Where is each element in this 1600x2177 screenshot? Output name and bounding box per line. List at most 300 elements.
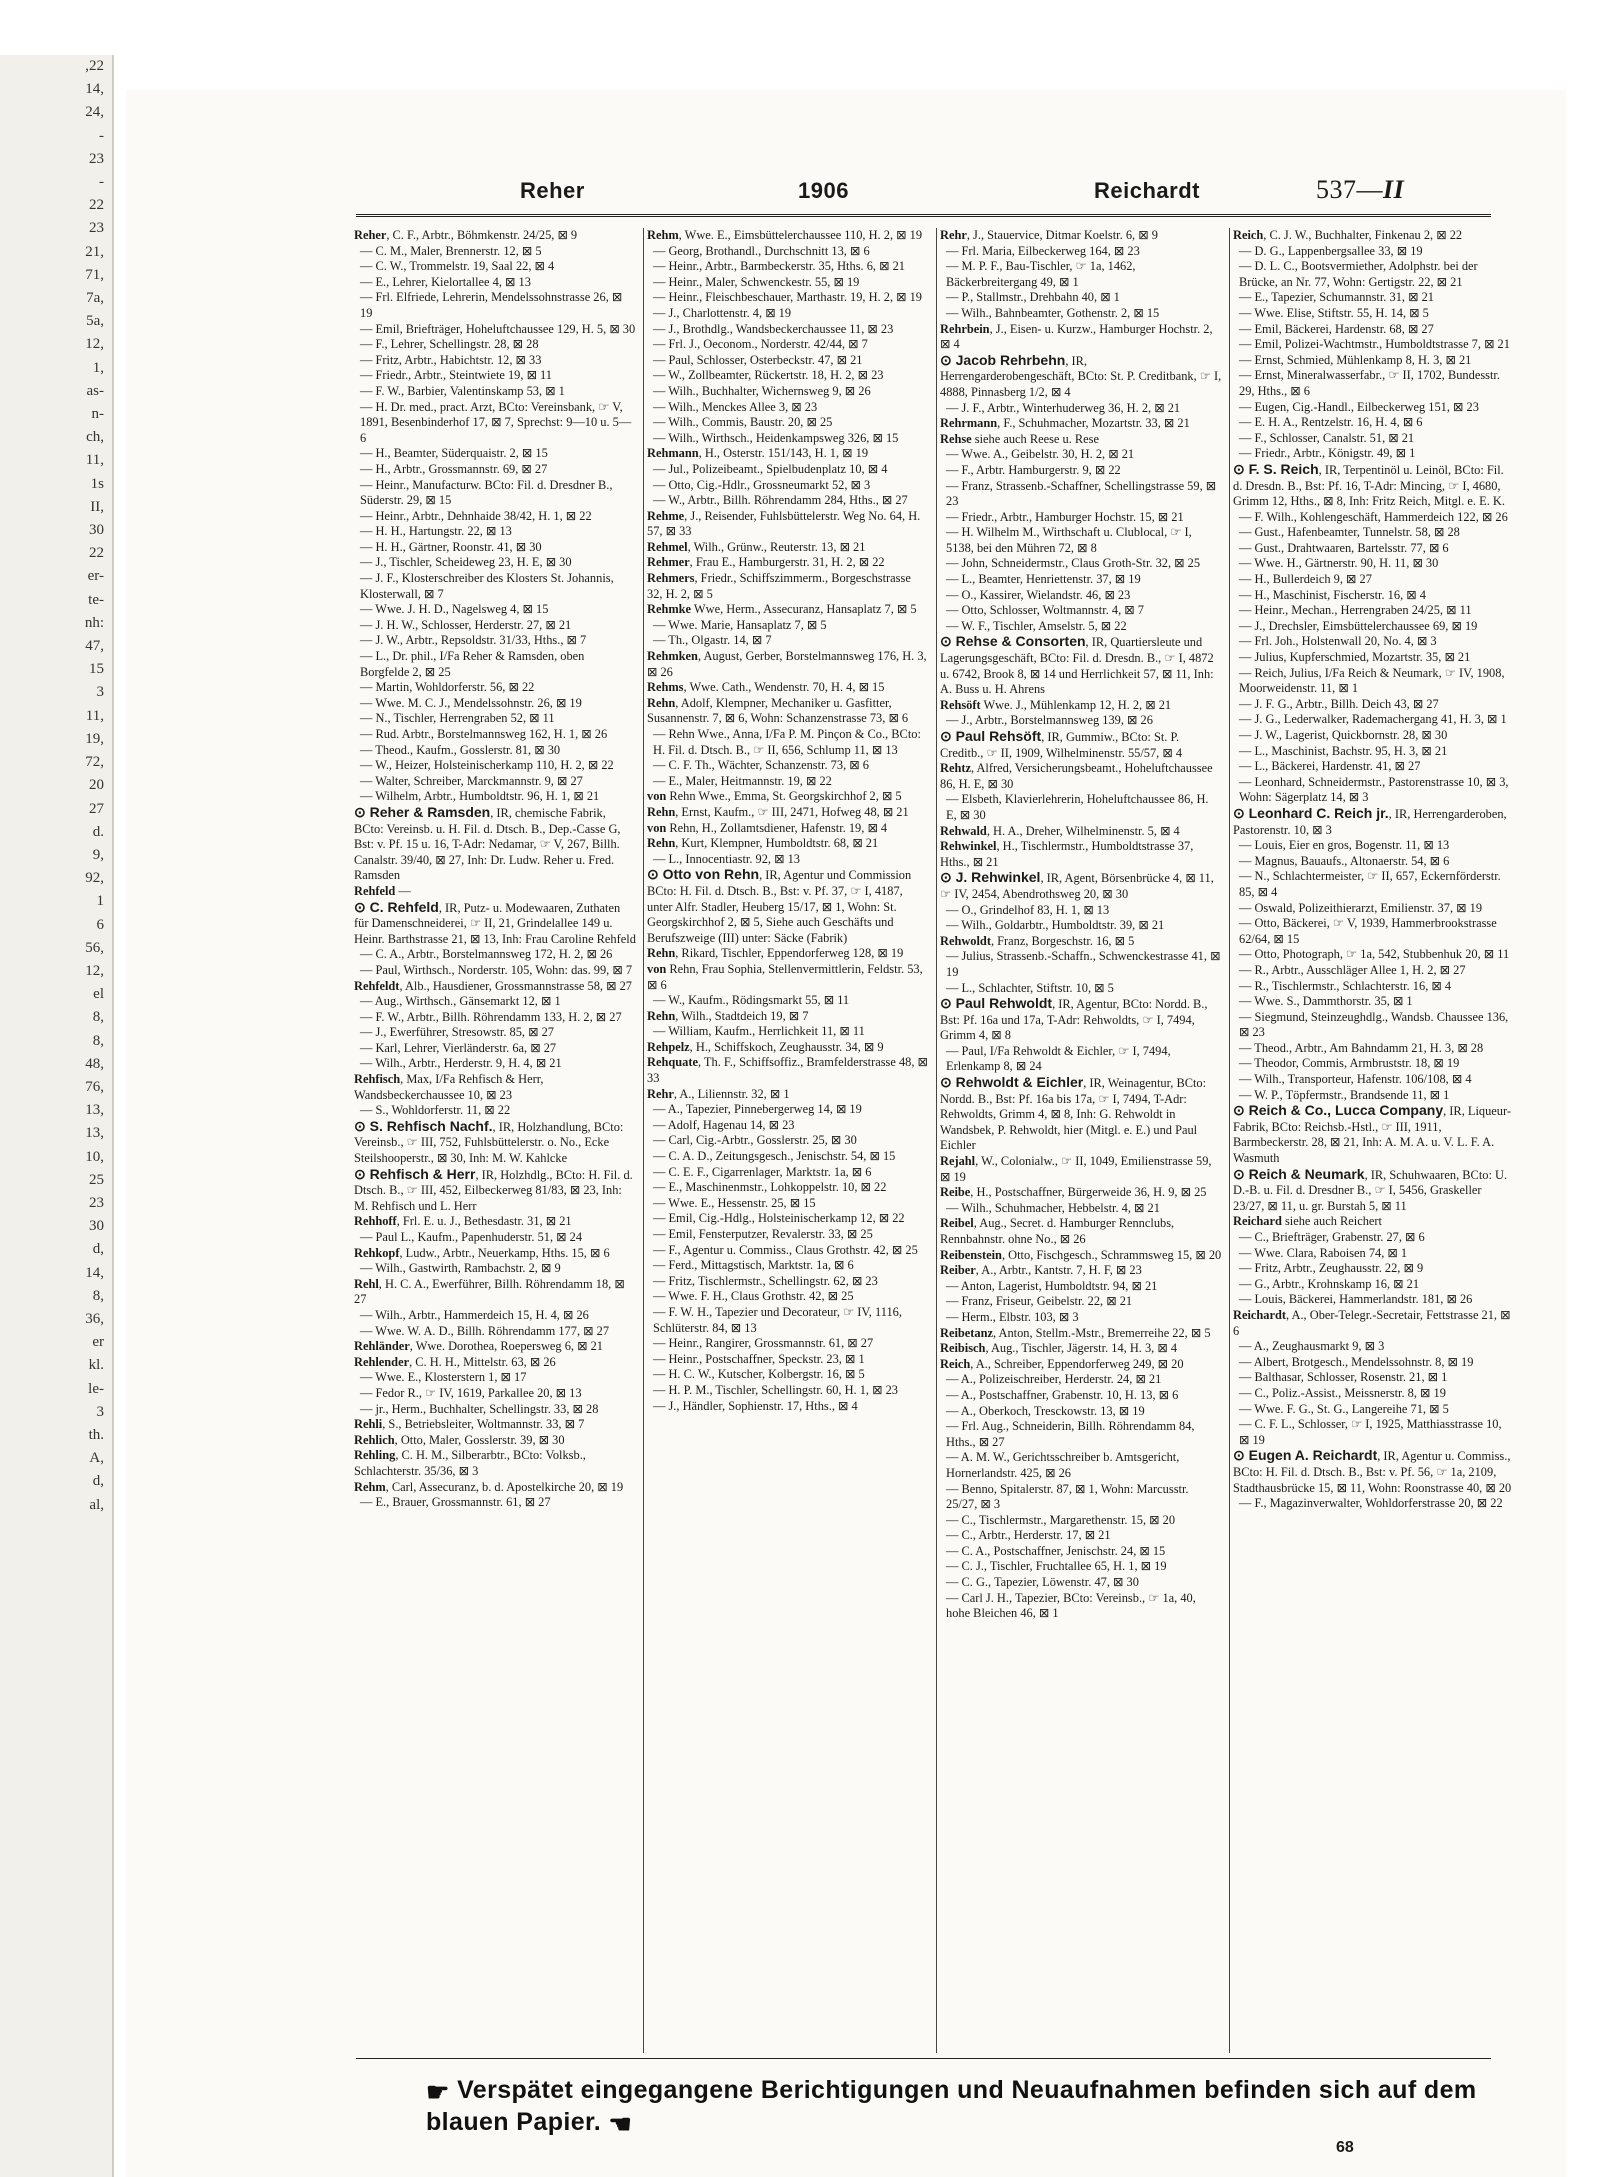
directory-entry: — Otto, Cig.-Hdlr., Grossneumarkt 52, ⊠ 3 (653, 477, 871, 492)
directory-entry: — H. Wilhelm M., Wirthschaft u. Clublocal, ☞ I, 5138, bei den Mühren 72, ⊠ 8 (946, 525, 1192, 555)
directory-entry: — Franz, Friseur, Geibelstr. 22, ⊠ 21 (946, 1294, 1133, 1309)
directory-entry: ⊙ Leonhard C. Reich jr., IR, Herrengarderoben, Pastorenstr. 10, ⊠ 3 (1233, 804, 1507, 837)
directory-entry: Rehmann, H., Osterstr. 151/143, H. 1, ⊠ 19 (647, 446, 869, 461)
previous-page-fragment: 30 (89, 1218, 104, 1235)
directory-entry: — C. E. F., Cigarrenlager, Marktstr. 1a, ⊠ 6 (653, 1164, 872, 1179)
previous-page-fragment: 72, (85, 754, 104, 771)
directory-entry: Rehmer, Frau E., Hamburgerstr. 31, H. 2, ⊠ 22 (647, 555, 885, 570)
directory-entry: ⊙ J. Rehwinkel, IR, Agent, Börsenbrücke 4, ⊠ 11, ☞ IV, 2454, Abendrothsweg 20, ⊠ 30 (940, 869, 1214, 901)
column-2 (647, 228, 929, 2053)
directory-entry: — J. W., Arbtr., Repsoldstr. 31/33, Hths., ⊠ 7 (360, 633, 587, 648)
directory-entry: Rehrmann, F., Schuhmacher, Mozartstr. 33, ⊠ 21 (940, 416, 1190, 431)
directory-entry: ⊙ Reher & Ramsden, IR, chemische Fabrik, BCto: Vereinsb. u. H. Fil. d. Dtsch. B., Dep.-Casse G, Bst: v. Pf. 15 u. 16, T-Adr: Nedamar, ☞ V, 267, Billh. Canalstr. 39/40, ⊠ 27, Inh: Dr. Ludw. Reher u. Fred. Ramsden (354, 803, 621, 883)
previous-page-fragment: 3 (96, 684, 104, 701)
header-rule (356, 214, 1491, 217)
directory-entry: Rehn, Kurt, Klempner, Humboldtstr. 68, ⊠ 21 (647, 836, 879, 851)
directory-entry: — H., Maschinist, Fischerstr. 16, ⊠ 4 (1239, 587, 1426, 602)
directory-entry: — F., Schlosser, Canalstr. 51, ⊠ 21 (1239, 430, 1415, 445)
directory-entry: — F., Lehrer, Schellingstr. 28, ⊠ 28 (360, 337, 539, 352)
previous-page-fragment: nh: (84, 614, 104, 631)
directory-entry: — W., Arbtr., Billh. Röhrendamm 284, Hths., ⊠ 27 (653, 493, 908, 508)
directory-entry: — F. W., Barbier, Valentinskamp 53, ⊠ 1 (360, 383, 565, 398)
previous-page-fragment: - (99, 127, 104, 144)
directory-entry: — Fritz, Arbtr., Habichtstr. 12, ⊠ 33 (360, 352, 542, 367)
directory-entry: — Wilh., Menckes Allee 3, ⊠ 23 (653, 399, 818, 414)
directory-entry: — J. F. G., Arbtr., Billh. Deich 43, ⊠ 27 (1239, 696, 1439, 711)
directory-entry: Rehl, H. C. A., Ewerführer, Billh. Röhrendamm 18, ⊠ 27 (354, 1276, 625, 1307)
directory-entry: — C. A. D., Zeitungsgesch., Jenischstr. 54, ⊠ 15 (653, 1149, 896, 1164)
directory-entry: — L., Bäckerei, Hardenstr. 41, ⊠ 27 (1239, 759, 1421, 774)
directory-entry: — O., Kassirer, Wielandstr. 46, ⊠ 23 (946, 587, 1131, 602)
directory-entry: — J. H. W., Schlosser, Herderstr. 27, ⊠ 21 (360, 617, 572, 632)
directory-entry: — Wwe. F. G., St. G., Langereihe 71, ⊠ 5 (1239, 1401, 1449, 1416)
column-divider (936, 228, 937, 2053)
directory-entry: — L., Beamter, Henriettenstr. 37, ⊠ 19 (946, 572, 1141, 587)
directory-entry: — J., Händler, Sophienstr. 17, Hths., ⊠ 4 (653, 1398, 858, 1413)
previous-page-fragment: 48, (85, 1055, 104, 1072)
directory-entry: — C., Arbtr., Herderstr. 17, ⊠ 21 (946, 1528, 1111, 1543)
previous-page-fragment: 12, (85, 962, 104, 979)
directory-entry: — P., Stallmstr., Drehbahn 40, ⊠ 1 (946, 290, 1120, 305)
directory-entry: ⊙ Paul Rehsöft, IR, Gummiw., BCto: St. P. Creditb., ☞ II, 1909, Wilhelminenstr. 55/57, ⊠ 4 (940, 728, 1183, 760)
directory-entry: — Otto, Photograph, ☞ 1a, 542, Stubbenhuk 20, ⊠ 11 (1239, 947, 1510, 962)
directory-entry: — Georg, Brothandl., Durchschnitt 13, ⊠ 6 (653, 243, 870, 258)
directory-entry: — Eugen, Cig.-Handl., Eilbeckerweg 151, ⊠ 23 (1239, 399, 1479, 414)
previous-page-fragment: 36, (85, 1310, 104, 1327)
previous-page-fragment: 8, (92, 1032, 104, 1049)
directory-entry: — Fritz, Arbtr., Zeughausstr. 22, ⊠ 9 (1239, 1261, 1424, 1276)
previous-page-fragment: 25 (89, 1171, 104, 1188)
directory-entry: Reibe, H., Postschaffner, Bürgerweide 36, H. 9, ⊠ 25 (940, 1185, 1207, 1200)
directory-entry: — Wwe. S., Dammthorstr. 35, ⊠ 1 (1239, 994, 1413, 1009)
directory-entry: — H. H., Hartungstr. 22, ⊠ 13 (360, 524, 512, 539)
previous-page-fragment: 12, (85, 336, 104, 353)
previous-page-fragment: ,22 (85, 58, 104, 74)
directory-entry: — Heinr., Manufacturw. BCto: Fil. d. Dresdner B., Süderstr. 29, ⊠ 15 (360, 477, 613, 508)
directory-entry: ⊙ Reich & Co., Lucca Company, IR, Liqueur-Fabrik, BCto: Reichsb.-Hstl., ☞ III, 1911, Barmbeckerstr. 28, ⊠ 21, Inh: A. M. A. u. V. L. F. A. Wasmuth (1233, 1102, 1511, 1166)
directory-entry: — Carl, Cig.-Arbtr., Gosslerstr. 25, ⊠ 30 (653, 1133, 857, 1148)
previous-page-fragment: 21, (85, 243, 104, 260)
directory-entry: — Wwe. E., Hessenstr. 25, ⊠ 15 (653, 1195, 816, 1210)
directory-entry: — Theodor, Commis, Armbruststr. 18, ⊠ 19 (1239, 1056, 1460, 1071)
directory-entry: — Jul., Polizeibeamt., Spielbudenplatz 10, ⊠ 4 (653, 461, 888, 476)
directory-entry: — Wwe. J. H. D., Nagelsweg 4, ⊠ 15 (360, 602, 549, 617)
directory-entry: — Emil, Polizei-Wachtmstr., Humboldtstrasse 7, ⊠ 21 (1239, 337, 1510, 352)
directory-entry: — Siegmund, Steinzeughdlg., Wandsb. Chaussee 136, ⊠ 23 (1239, 1009, 1509, 1040)
directory-entry: — Theod., Kaufm., Gosslerstr. 81, ⊠ 30 (360, 742, 561, 757)
directory-entry: Rejahl, W., Colonialw., ☞ II, 1049, Emilienstrasse 59, ⊠ 19 (940, 1154, 1212, 1184)
previous-page-fragment: 56, (85, 939, 104, 956)
previous-page-fragment: ch, (86, 429, 104, 446)
directory-entry: — Wwe. W. A. D., Billh. Röhrendamm 177, ⊠ 27 (360, 1323, 610, 1338)
directory-entry: Rehmel, Wilh., Grünw., Reuterstr. 13, ⊠ 21 (647, 539, 866, 554)
directory-entry: — Louis, Bäckerei, Hammerlandstr. 181, ⊠ 26 (1239, 1292, 1473, 1307)
header-last-name: Reichardt (1094, 178, 1200, 203)
directory-entry: — Adolf, Hagenau 14, ⊠ 23 (653, 1117, 795, 1132)
directory-entry: — Reich, Julius, I/Fa Reich & Neumark, ☞ IV, 1908, Moorweidenstr. 11, ⊠ 1 (1239, 665, 1505, 696)
directory-entry: — Balthasar, Schlosser, Rosenstr. 21, ⊠ 1 (1239, 1370, 1448, 1385)
previous-page-fragment: 13, (85, 1102, 104, 1119)
header-year: 1906 (798, 178, 849, 203)
directory-entry: — J., Drechsler, Eimsbüttelerchaussee 69, ⊠ 19 (1239, 618, 1478, 633)
directory-entry: Rehsöft Wwe. J., Mühlenkamp 12, H. 2, ⊠ 21 (940, 697, 1172, 712)
directory-entry: — Frl. J., Oeconom., Norderstr. 42/44, ⊠ 7 (653, 337, 868, 352)
directory-entry: — Emil, Bäckerei, Hardenstr. 68, ⊠ 27 (1239, 321, 1434, 336)
directory-entry: Rehtz, Alfred, Versicherungsbeamt., Hoheluftchaussee 86, H. E, ⊠ 30 (940, 761, 1213, 791)
directory-entry: — W., Zollbeamter, Rückertstr. 18, H. 2, ⊠ 23 (653, 368, 884, 383)
directory-entry: — Oswald, Polizeithierarzt, Emilienstr. 37, ⊠ 19 (1239, 900, 1483, 915)
directory-entry: — A., Polizeischreiber, Herderstr. 24, ⊠ 21 (946, 1372, 1162, 1387)
directory-entry: — C. A., Arbtr., Borstelmannsweg 172, H. 2, ⊠ 26 (360, 947, 613, 962)
directory-entry: — Wilh., Commis, Baustr. 20, ⊠ 25 (653, 415, 833, 430)
directory-entry: — C., Tischlermstr., Margarethenstr. 15, ⊠ 20 (946, 1512, 1176, 1527)
previous-page-fragment: 1, (92, 359, 104, 376)
directory-entry: — W. F., Tischler, Amselstr. 5, ⊠ 22 (946, 618, 1127, 633)
previous-page-fragment: 23 (89, 220, 104, 237)
directory-entry: Reich, A., Schreiber, Eppendorferweg 249, ⊠ 20 (940, 1356, 1184, 1371)
directory-entry: Reiber, A., Arbtr., Kantstr. 7, H. F, ⊠ 23 (940, 1263, 1142, 1278)
previous-page-fragment: 27 (89, 800, 104, 817)
directory-entry: Rehlich, Otto, Maler, Gosslerstr. 39, ⊠ 30 (354, 1432, 565, 1447)
directory-entry: — Emil, Briefträger, Hoheluftchaussee 129, H. 5, ⊠ 30 (360, 321, 636, 336)
directory-entry: — Frl. Elfriede, Lehrerin, Mendelssohnstrasse 26, ⊠ 19 (360, 290, 623, 320)
directory-entry: Reibisch, Aug., Tischler, Jägerstr. 14, H. 3, ⊠ 4 (940, 1341, 1178, 1356)
previous-page-fragment: 23 (89, 1194, 104, 1211)
previous-page-edge (0, 55, 114, 2177)
directory-entry: — J. W., Lagerist, Quickbornstr. 28, ⊠ 30 (1239, 728, 1448, 742)
directory-entry: — Otto, Bäckerei, ☞ V, 1939, Hammerbrookstrasse 62/64, ⊠ 15 (1239, 916, 1497, 946)
directory-entry: von Rehn, Frau Sophia, Stellenvermittlerin, Feldstr. 53, ⊠ 6 (647, 961, 923, 992)
directory-entry: — E., Maschinenmstr., Lohkoppelstr. 10, ⊠ 22 (653, 1180, 887, 1195)
directory-entry: — Aug., Wirthsch., Gänsemarkt 12, ⊠ 1 (360, 994, 561, 1009)
previous-page-fragment: II, (90, 498, 104, 515)
directory-entry: — Benno, Spitalerstr. 87, ⊠ 1, Wohn: Marcusstr. 25/27, ⊠ 3 (946, 1481, 1189, 1512)
directory-entry: — Heinr., Rangirer, Grossmannstr. 61, ⊠ 27 (653, 1336, 874, 1351)
directory-entry: — A., Tapezier, Pinnebergerweg 14, ⊠ 19 (653, 1102, 862, 1117)
directory-entry: — Julius, Kupferschmied, Mozartstr. 35, ⊠ 21 (1239, 650, 1471, 665)
directory-entry: ⊙ Paul Rehwoldt, IR, Agentur, BCto: Nordd. B., Bst: Pf. 16a und 17a, T-Adr: Rehwoldts, ☞ I, 7494, Grimm 4, ⊠ 8 (940, 995, 1208, 1043)
directory-entry: — Heinr., Fleischbeschauer, Marthastr. 19, H. 2, ⊠ 19 (653, 290, 923, 305)
directory-entry: Rehn, Adolf, Klempner, Mechaniker u. Gasfitter, Susannenstr. 7, ⊠ 6, Wohn: Schanzenstrasse 73, ⊠ 6 (647, 695, 909, 726)
directory-entry: Rehquate, Th. F., Schiffsoffiz., Bramfelderstrasse 48, ⊠ 33 (647, 1055, 928, 1086)
directory-entry: — Wilh., Arbtr., Hammerdeich 15, H. 4, ⊠ 26 (360, 1307, 589, 1322)
directory-entry: — Ernst, Mineralwasserfabr., ☞ II, 1702, Bundesstr. 29, Hths., ⊠ 6 (1239, 368, 1500, 398)
directory-page (126, 90, 1566, 2177)
directory-entry: — J., Arbtr., Borstelmannsweg 139, ⊠ 26 (946, 713, 1153, 728)
directory-entry: Rehme, J., Reisender, Fuhlsbüttelerstr. Weg No. 64, H. 57, ⊠ 33 (647, 508, 921, 539)
directory-entry: — N., Tischler, Herrengraben 52, ⊠ 11 (360, 711, 555, 726)
directory-entry: Rehwald, H. A., Dreher, Wilhelminenstr. 5, ⊠ 4 (940, 823, 1180, 838)
directory-entry: — H. C. W., Kutscher, Kolbergstr. 16, ⊠ 5 (653, 1367, 865, 1382)
previous-page-fragment: 13, (85, 1125, 104, 1142)
directory-entry: — Wilh., Goldarbtr., Humboldtstr. 39, ⊠ 21 (946, 918, 1165, 933)
directory-entry: — Wilh., Arbtr., Herderstr. 9, H. 4, ⊠ 21 (360, 1056, 562, 1071)
directory-entry: Rehfeld — (354, 883, 411, 898)
column-4 (1233, 228, 1515, 2053)
directory-entry: — J. F., Klosterschreiber des Klosters St. Johannis, Klosterwall, ⊠ 7 (360, 571, 614, 601)
directory-entry: — D. G., Lappenbergsallee 33, ⊠ 19 (1239, 243, 1423, 258)
previous-page-fragment: 3 (96, 1403, 104, 1420)
directory-entry: Reichardt, A., Ober-Telegr.-Secretair, Fettstrasse 21, ⊠ 6 (1233, 1307, 1511, 1338)
directory-entry: — A., Postschaffner, Grabenstr. 10, H. 13, ⊠ 6 (946, 1387, 1179, 1402)
directory-entry: — H. P. M., Tischler, Schellingstr. 60, H. 1, ⊠ 23 (653, 1382, 898, 1397)
directory-entry: — E., Brauer, Grossmannstr. 61, ⊠ 27 (360, 1495, 551, 1510)
directory-entry: Rehm, Wwe. E., Eimsbüttelerchaussee 110, H. 2, ⊠ 19 (647, 228, 923, 242)
directory-entry: — L., Schlachter, Stiftstr. 10, ⊠ 5 (946, 980, 1114, 995)
directory-entry: Rehwoldt, Franz, Borgeschstr. 16, ⊠ 5 (940, 933, 1135, 948)
directory-entry: — Heinr., Postschaffner, Speckstr. 23, ⊠ 1 (653, 1351, 865, 1366)
directory-entry: — Fritz, Tischlermstr., Schellingstr. 62, ⊠ 23 (653, 1273, 878, 1288)
directory-entry: — Wwe. F. H., Claus Grothstr. 42, ⊠ 25 (653, 1289, 854, 1304)
previous-page-fragment: er (92, 1334, 104, 1351)
directory-entry: — W., Kaufm., Rödingsmarkt 55, ⊠ 11 (653, 993, 850, 1008)
directory-entry: — Rehn Wwe., Anna, I/Fa P. M. Pinçon & Co., BCto: H. Fil. d. Dtsch. B., ☞ II, 656, Schlump 11, ⊠ 13 (653, 727, 921, 757)
directory-entry: — Paul, I/Fa Rehwoldt & Eichler, ☞ I, 7494, Erlenkamp 8, ⊠ 24 (946, 1043, 1171, 1074)
directory-entry: — Walter, Schreiber, Marckmannstr. 9, ⊠ 27 (360, 773, 583, 788)
page-number: 537—II (1316, 175, 1405, 204)
directory-entry: — F. W. H., Tapezier und Decorateur, ☞ IV, 1116, Schlüterstr. 84, ⊠ 13 (653, 1304, 902, 1335)
directory-entry: Rehn, Rikard, Tischler, Eppendorferweg 128, ⊠ 19 (647, 946, 904, 961)
directory-entry: — Friedr., Arbtr., Königstr. 49, ⊠ 1 (1239, 446, 1416, 461)
directory-entry: — Gust., Hafenbeamter, Tunnelstr. 58, ⊠ 28 (1239, 525, 1460, 540)
directory-entry: — G., Arbtr., Krohnskamp 16, ⊠ 21 (1239, 1276, 1420, 1291)
previous-page-fragment: el (93, 986, 104, 1003)
directory-entry: Reibel, Aug., Secret. d. Hamburger Rennclubs, Rennbahnstr. ohne No., ⊠ 26 (940, 1216, 1175, 1246)
directory-entry: — Albert, Brotgesch., Mendelssohnstr. 8, ⊠ 19 (1239, 1354, 1474, 1369)
previous-page-fragment: 23 (89, 150, 104, 167)
directory-entry: — A., Oberkoch, Tresckowstr. 13, ⊠ 19 (946, 1403, 1145, 1418)
footer-note (426, 2076, 1566, 2140)
previous-page-fragment: er- (87, 568, 104, 585)
directory-entry: — William, Kaufm., Herrlichkeit 11, ⊠ 11 (653, 1024, 865, 1039)
previous-page-fragment: 19, (85, 730, 104, 747)
previous-page-fragment: 14, (85, 1264, 104, 1281)
directory-entry: — W., Heizer, Holsteinischerkamp 110, H. 2, ⊠ 22 (360, 758, 614, 773)
previous-page-fragment: 20 (89, 777, 104, 794)
directory-entry: — C. J., Tischler, Fruchtallee 65, H. 1, ⊠ 19 (946, 1559, 1167, 1574)
directory-entry: Reibetanz, Anton, Stellm.-Mstr., Bremerreihe 22, ⊠ 5 (940, 1325, 1211, 1340)
directory-entry: — F. W., Arbtr., Billh. Röhrendamm 133, H. 2, ⊠ 27 (360, 1009, 622, 1024)
directory-entry: — J., Ewerführer, Stresowstr. 85, ⊠ 27 (360, 1025, 554, 1040)
previous-page-fragment: 10, (85, 1148, 104, 1165)
directory-entry: — Fedor R., ☞ IV, 1619, Parkallee 20, ⊠ 13 (360, 1385, 582, 1400)
directory-entry: — Anton, Lagerist, Humboldtstr. 94, ⊠ 21 (946, 1278, 1158, 1293)
previous-page-fragment: 1s (90, 475, 104, 492)
directory-entry: — Gust., Drahtwaaren, Bartelsstr. 77, ⊠ 6 (1239, 540, 1449, 555)
directory-entry: — Carl J. H., Tapezier, BCto: Vereinsb., ☞ 1a, 40, hohe Bleichen 46, ⊠ 1 (946, 1590, 1196, 1621)
directory-entry: — Wilh., Buchhalter, Wichernsweg 9, ⊠ 26 (653, 383, 871, 398)
column-3 (940, 228, 1222, 2053)
previous-page-fragment: 11, (85, 707, 104, 724)
footer-rule (356, 2058, 1491, 2059)
previous-page-fragment: 22 (89, 197, 104, 214)
directory-entry: — S., Wohldorferstr. 11, ⊠ 22 (360, 1103, 511, 1118)
directory-entry: — jr., Herm., Buchhalter, Schellingstr. 33, ⊠ 28 (360, 1401, 599, 1416)
directory-entry: Rehn, Wilh., Stadtdeich 19, ⊠ 7 (647, 1008, 809, 1023)
directory-entry: Rehwinkel, H., Tischlermstr., Humboldtstrasse 37, Hths., ⊠ 21 (940, 839, 1194, 869)
previous-page-fragment: 15 (89, 661, 104, 678)
directory-entry: — Wilh., Bahnbeamter, Gothenstr. 2, ⊠ 15 (946, 305, 1160, 320)
directory-entry: Reher, C. F., Arbtr., Böhmkenstr. 24/25, ⊠ 9 (354, 228, 578, 242)
directory-entry: — Rud. Arbtr., Borstelmannsweg 162, H. 1, ⊠ 26 (360, 727, 608, 741)
directory-entry: — J. F., Arbtr., Winterhuderweg 36, H. 2, ⊠ 21 (946, 400, 1181, 415)
directory-entry: — Friedr., Arbtr., Steintwiete 19, ⊠ 11 (360, 368, 552, 383)
directory-entry: — L., Maschinist, Bachstr. 95, H. 3, ⊠ 21 (1239, 743, 1448, 758)
directory-entry: — Leonhard, Schneidermstr., Pastorenstrasse 10, ⊠ 3, Wohn: Sägerplatz 14, ⊠ 3 (1239, 774, 1509, 805)
directory-entry: Rehse siehe auch Reese u. Rese (940, 431, 1099, 446)
directory-entry: Rehfisch, Max, I/Fa Rehfisch & Herr, Wandsbeckerchaussee 10, ⊠ 23 (354, 1072, 544, 1102)
directory-entry: ⊙ Otto von Rehn, IR, Agentur und Commission BCto: H. Fil. d. Dtsch. B., Bst: v. Pf. 37, ☞ I, 4187, unter Alfr. Stadler, Heuberg 15/17, ⊠ 1, Wohn: St. Georgskirchhof 2, ⊠ 5, Siehe auch Geschäfts und Berufszweige (III) unter: Säcke (Fabrik) (647, 866, 912, 945)
directory-entry: Rehmken, August, Gerber, Borstelmannsweg 176, H. 3, ⊠ 26 (647, 649, 927, 679)
directory-entry: — H., Beamter, Süderquaistr. 2, ⊠ 15 (360, 446, 548, 461)
previous-page-fragment: te- (88, 591, 104, 608)
directory-entry: ⊙ Rehse & Consorten, IR, Quartiersleute und Lagerungsgeschäft, BCto: Fil. d. Dresdn. B., ☞ I, 4872 u. 6742, Brook 8, ⊠ 14 und Herrlichkeit 57, ⊠ 11, Inh: A. Buss u. H. Ahrens (940, 633, 1214, 697)
directory-entry: — H. Dr. med., pract. Arzt, BCto: Vereinsbank, ☞ V, 1891, Besenbinderhof 17, ⊠ 7, Sprechst: 9—10 u. 5—6 (360, 399, 632, 445)
directory-entry: — Wwe. Elise, Stiftstr. 55, H. 14, ⊠ 5 (1239, 305, 1429, 320)
directory-entry: Rehr, A., Liliennstr. 32, ⊠ 1 (647, 1086, 790, 1101)
directory-entry: — E., Maler, Heitmannstr. 19, ⊠ 22 (653, 773, 832, 788)
previous-page-fragment: as- (86, 382, 104, 399)
directory-entry: — C. M., Maler, Brennerstr. 12, ⊠ 5 (360, 243, 542, 258)
directory-entry: — H. H., Gärtner, Roonstr. 41, ⊠ 30 (360, 539, 542, 554)
directory-entry: — Wwe. Marie, Hansaplatz 7, ⊠ 5 (653, 617, 827, 632)
directory-entry: von Rehn Wwe., Emma, St. Georgskirchhof 2, ⊠ 5 (647, 789, 902, 804)
directory-entry: — Wwe. M. C. J., Mendelssohnstr. 26, ⊠ 19 (360, 695, 582, 710)
directory-entry: ⊙ S. Rehfisch Nachf., IR, Holzhandlung, BCto: Vereinsb., ☞ III, 752, Fuhlsbüttelerstr. o. No., Ecke Steilshooperstr., ⊠ 30, Inh: M. W. Kahlcke (354, 1117, 624, 1166)
previous-page-fragment: n- (91, 406, 104, 423)
previous-page-fragment: 11, (85, 452, 104, 469)
directory-entry: — R., Tischlermstr., Schlachterstr. 16, ⊠ 4 (1239, 978, 1452, 993)
directory-entry: — J., Tischler, Scheideweg 23, H. E, ⊠ 30 (360, 555, 572, 570)
directory-entry: Rehfeldt, Alb., Hausdiener, Grossmannstrasse 58, ⊠ 27 (354, 978, 632, 993)
directory-entry: Rehländer, Wwe. Dorothea, Roepersweg 6, ⊠ 21 (354, 1339, 603, 1354)
directory-entry: — C. F. L., Schlosser, ☞ I, 1925, Matthiasstrasse 10, ⊠ 19 (1239, 1417, 1502, 1447)
directory-entry: Rehmers, Friedr., Schiffszimmerm., Borgeschstrasse 32, H. 2, ⊠ 5 (647, 571, 911, 601)
directory-entry: — John, Schneidermstr., Claus Groth-Str. 32, ⊠ 25 (946, 556, 1201, 571)
previous-page-fragment: 71, (85, 266, 104, 283)
previous-page-fragment: kl. (88, 1357, 104, 1374)
directory-entry: — C., Briefträger, Grabenstr. 27, ⊠ 6 (1239, 1230, 1425, 1244)
footer-note-text: Verspätet eingegangene Berichtigungen und Neuaufnahmen befinden sich auf dem blauen Papier. (426, 2076, 1477, 2136)
directory-entry: — A. M. W., Gerichtsschreiber b. Amtsgericht, Hornerlandstr. 425, ⊠ 26 (946, 1450, 1180, 1480)
directory-entry: — H., Bullerdeich 9, ⊠ 27 (1239, 572, 1372, 587)
directory-entry: — Wilh., Schuhmacher, Hebbelstr. 4, ⊠ 21 (946, 1200, 1160, 1215)
previous-page-fragment: 30 (89, 522, 104, 539)
previous-page-fragment: 7a, (86, 290, 104, 307)
directory-entry: — L., Dr. phil., I/Fa Reher & Ramsden, oben Borgfelde 2, ⊠ 25 (360, 649, 585, 679)
directory-entry: — Paul L., Kaufm., Papenhuderstr. 51, ⊠ 24 (360, 1230, 583, 1244)
directory-entry: — C., Poliz.-Assist., Meissnerstr. 8, ⊠ 19 (1239, 1385, 1446, 1400)
directory-entry: — Heinr., Mechan., Herrengraben 24/25, ⊠ 11 (1239, 603, 1472, 618)
directory-entry: Rehm, Carl, Assecuranz, b. d. Apostelkirche 20, ⊠ 19 (354, 1479, 624, 1494)
directory-entry: — O., Grindelhof 83, H. 1, ⊠ 13 (946, 902, 1110, 917)
directory-entry: Rehpelz, H., Schiffskoch, Zeughausstr. 34, ⊠ 9 (647, 1039, 884, 1054)
directory-entry: — Heinr., Arbtr., Barmbeckerstr. 35, Hths. 6, ⊠ 21 (653, 259, 905, 274)
directory-entry: — Magnus, Bauaufs., Altonaerstr. 54, ⊠ 6 (1239, 853, 1450, 868)
directory-entry: — F., Agentur u. Commiss., Claus Grothstr. 42, ⊠ 25 (653, 1242, 918, 1257)
directory-entry: — D. L. C., Bootsvermiether, Adolphstr. bei der Brücke, an Nr. 77, Wohn: Gertigstr. 22, ⊠ 21 (1239, 259, 1478, 289)
directory-entry: Rehkopf, Ludw., Arbtr., Neuerkamp, Hths. 15, ⊠ 6 (354, 1245, 610, 1260)
previous-page-fragment: A, (89, 1450, 104, 1467)
directory-entry: — Emil, Fensterputzer, Revalerstr. 33, ⊠ 25 (653, 1227, 873, 1241)
directory-entry: — Theod., Arbtr., Am Bahndamm 21, H. 3, ⊠ 28 (1239, 1040, 1484, 1055)
directory-entry: — Wilhelm, Arbtr., Humboldtstr. 96, H. 1, ⊠ 21 (360, 789, 600, 804)
directory-entry: — F., Arbtr. Hamburgerstr. 9, ⊠ 22 (946, 462, 1121, 477)
previous-page-fragment: 92, (85, 870, 104, 887)
previous-page-fragment: 8, (92, 1287, 104, 1304)
pointing-hand-icon: ☛ (426, 2077, 450, 2107)
previous-page-fragment: 8, (92, 1009, 104, 1026)
directory-entry: — R., Arbtr., Ausschläger Allee 1, H. 2, ⊠ 27 (1239, 962, 1466, 977)
directory-entry: ⊙ Rehfisch & Herr, IR, Holzhdlg., BCto: H. Fil. d. Dtsch. B., ☞ III, 452, Eilbeckerweg 81/83, ⊠ 23, Inh: M. Rehfisch und L. Herr (354, 1165, 633, 1213)
directory-entry: — Th., Olgastr. 14, ⊠ 7 (653, 633, 772, 648)
directory-entry: ⊙ C. Rehfeld, IR, Putz- u. Modewaaren, Zuthaten für Damenschneiderei, ☞ II, 21, Grindelallee 149 u. Heinr. Barthstrasse 21, ⊠ 13, Inh: Frau Caroline Rehfeld (354, 898, 636, 946)
previous-page-fragment: 5a, (86, 313, 104, 330)
previous-page-fragment: al, (89, 1496, 104, 1513)
directory-entry: — Julius, Strassenb.-Schaffn., Schwenckestrasse 41, ⊠ 19 (946, 949, 1221, 979)
directory-entry: — E., Lehrer, Kielortallee 4, ⊠ 13 (360, 274, 531, 289)
previous-page-fragment: - (99, 174, 104, 191)
directory-entry: — F. Wilh., Kohlengeschäft, Hammerdeich 122, ⊠ 26 (1239, 509, 1508, 524)
previous-page-fragment: le- (88, 1380, 104, 1397)
page-header (126, 90, 1566, 205)
directory-entry: — Martin, Wohldorferstr. 56, ⊠ 22 (360, 680, 535, 695)
directory-entry: — N., Schlachtermeister, ☞ II, 657, Eckernförderstr. 85, ⊠ 4 (1239, 869, 1501, 899)
directory-entry: Rehling, C. H. M., Silberarbtr., BCto: Volksb., Schlachterstr. 35/36, ⊠ 3 (354, 1448, 586, 1478)
previous-page-fragment: th. (88, 1426, 104, 1443)
previous-page-fragment: 47, (85, 638, 104, 655)
directory-entry: Rehmke Wwe, Herm., Assecuranz, Hansaplatz 7, ⊠ 5 (647, 602, 917, 617)
directory-entry: von Rehn, H., Zollamtsdiener, Hafenstr. 19, ⊠ 4 (647, 820, 888, 835)
previous-page-fragment: d. (92, 823, 104, 840)
directory-entry: Reich, C. J. W., Buchhalter, Finkenau 2, ⊠ 22 (1233, 228, 1463, 242)
directory-entry: — Wilh., Gastwirth, Rambachstr. 2, ⊠ 9 (360, 1261, 561, 1276)
directory-entry: — Franz, Strassenb.-Schaffner, Schellingstrasse 59, ⊠ 23 (946, 478, 1217, 509)
column-divider (643, 228, 644, 2053)
directory-entry: Rehhoff, Frl. E. u. J., Bethesdastr. 31, ⊠ 21 (354, 1214, 572, 1229)
pointing-hand-icon: ☚ (608, 2109, 633, 2139)
directory-entry: — Paul, Wirthsch., Norderstr. 105, Wohn: das. 99, ⊠ 7 (360, 962, 633, 977)
directory-entry: — Karl, Lehrer, Vierländerstr. 6a, ⊠ 27 (360, 1040, 557, 1055)
previous-page-fragment: d, (92, 1473, 104, 1490)
directory-entry: — Wilh., Transporteur, Hafenstr. 106/108, ⊠ 4 (1239, 1072, 1472, 1087)
directory-entry: — F., Magazinverwalter, Wohldorferstrasse 20, ⊠ 22 (1239, 1496, 1503, 1511)
directory-entry: — W. P., Töpfermstr., Brandsende 11, ⊠ 1 (1239, 1087, 1450, 1102)
directory-entry: — Louis, Eier en gros, Bogenstr. 11, ⊠ 13 (1239, 838, 1450, 853)
column-divider (1229, 228, 1230, 2053)
previous-page-fragment: d, (92, 1241, 104, 1258)
directory-entry: Rehlender, C. H. H., Mittelstr. 63, ⊠ 26 (354, 1354, 556, 1369)
previous-page-fragment: 1 (96, 893, 104, 910)
directory-entry: — Heinr., Arbtr., Dehnhaide 38/42, H. 1, ⊠ 22 (360, 508, 592, 523)
directory-entry: Reichard siehe auch Reichert (1233, 1214, 1382, 1229)
directory-entry: — H., Arbtr., Grossmannstr. 69, ⊠ 27 (360, 461, 548, 476)
directory-entry: — L., Innocentiastr. 92, ⊠ 13 (653, 851, 800, 866)
directory-entry: — Otto, Schlosser, Woltmannstr. 4, ⊠ 7 (946, 603, 1144, 618)
directory-entry: — Wwe. E., Klosterstern 1, ⊠ 17 (360, 1370, 527, 1385)
directory-entry: — Herm., Elbstr. 103, ⊠ 3 (946, 1309, 1079, 1324)
previous-page-fragment: 24, (85, 104, 104, 121)
directory-entry: Rehrbein, J., Eisen- u. Kurzw., Hamburger Hochstr. 2, ⊠ 4 (940, 321, 1213, 352)
directory-entry: — J., Brothdlg., Wandsbeckerchaussee 11, ⊠ 23 (653, 321, 894, 336)
directory-entry: Rehn, Ernst, Kaufm., ☞ III, 2471, Hofweg 48, ⊠ 21 (647, 804, 909, 819)
directory-entry: — Wwe. A., Geibelstr. 30, H. 2, ⊠ 21 (946, 447, 1135, 462)
directory-entry: Rehli, S., Betriebsleiter, Woltmannstr. 33, ⊠ 7 (354, 1417, 585, 1432)
directory-entry: ⊙ Eugen A. Reichardt, IR, Agentur u. Commiss., BCto: H. Fil. d. Dtsch. B., Bst: v. Pf. 56, ☞ 1a, 2109, Stadthausbrücke 15, ⊠ 11, Wohn: Roonstrasse 40, ⊠ 20 (1233, 1447, 1512, 1495)
directory-entry: — C. F. Th., Wächter, Schanzenstr. 73, ⊠ 6 (653, 758, 869, 773)
directory-entry: — M. P. F., Bau-Tischler, ☞ 1a, 1462, Bäckerbreitergang 49, ⊠ 1 (946, 259, 1136, 289)
directory-entry: — Paul, Schlosser, Osterbeckstr. 47, ⊠ 21 (653, 352, 863, 367)
